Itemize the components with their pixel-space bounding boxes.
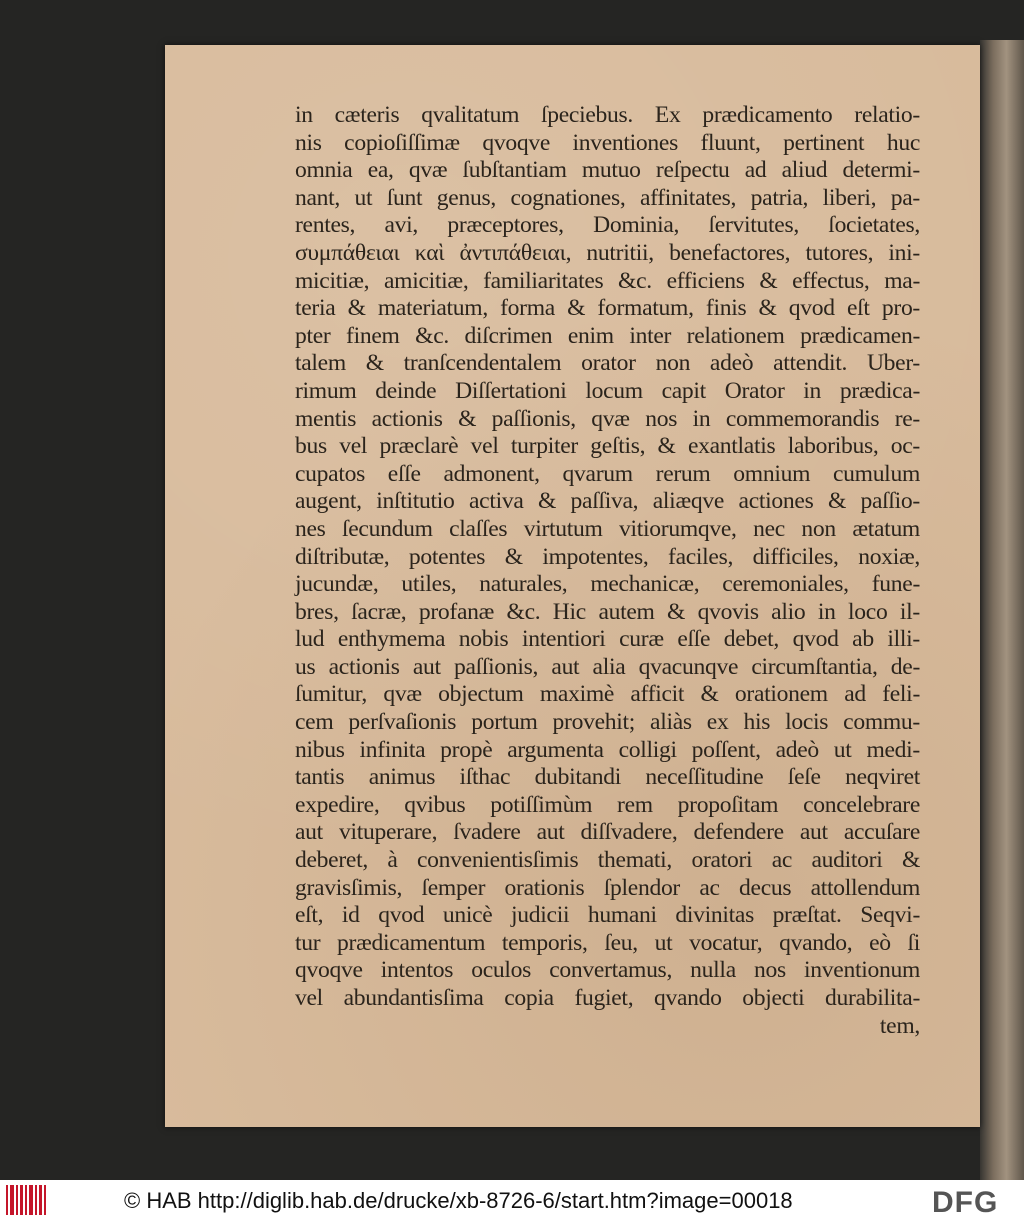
text-line: cupatos eſſe admonent, qvarum rerum omnium cumulum <box>295 460 920 487</box>
text-line: cem perſvaſionis portum provehit; aliàs ex his locis commu- <box>295 709 920 736</box>
hab-barcode-icon <box>6 1185 46 1215</box>
text-line: qvoqve intentos oculos convertamus, nulla nos inventionum <box>295 957 920 984</box>
text-line: expedire, qvibus potiſſimùm rem propoſitam concelebrare <box>295 791 920 818</box>
page-text <box>295 102 920 1040</box>
text-line: us actionis aut paſſionis, aut alia qvacunqve circumſtantia, de- <box>295 653 920 680</box>
text-line: diſtributæ, potentes & impotentes, faciles, difficiles, noxiæ, <box>295 543 920 570</box>
text-line: tur prædicamentum temporis, ſeu, ut vocatur, qvando, eò ſi <box>295 929 920 956</box>
text-line: eſt, id qvod unicè judicii humani divinitas præſtat. Seqvi- <box>295 902 920 929</box>
text-line: talem & tranſcendentalem orator non adeò attendit. Uber- <box>295 350 920 377</box>
text-line: augent, inſtitutio activa & paſſiva, aliæqve actiones & paſſio- <box>295 488 920 515</box>
dfg-logo-text: DFG <box>932 1186 999 1216</box>
text-line: deberet, à convenientisſimis themati, oratori ac auditori & <box>295 847 920 874</box>
text-line: aut vituperare, ſvadere aut diſſvadere, defendere aut accuſare <box>295 819 920 846</box>
text-line: bres, ſacræ, profanæ &c. Hic autem & qvovis alio in loco il- <box>295 598 920 625</box>
text-line: vel abundantisſima copia fugiet, qvando objecti durabilita- <box>295 985 920 1011</box>
text-line: gravisſimis, ſemper orationis ſplendor ac decus attollendum <box>295 874 920 901</box>
copyright-link[interactable]: © HAB http://diglib.hab.de/drucke/xb-8726-6/start.htm?image=00018 <box>124 1188 793 1213</box>
catchword: tem, <box>879 1012 920 1039</box>
text-line: micitiæ, amicitiæ, familiaritates &c. efficiens & effectus, ma- <box>295 267 920 294</box>
text-line: nis copioſiſſimæ qvoqve inventiones fluunt, pertinent huc <box>295 129 920 156</box>
dfg-logo-icon <box>932 1186 1020 1216</box>
text-line: jucundæ, utiles, naturales, mechanicæ, ceremoniales, fune- <box>295 571 920 598</box>
text-line: omnia ea, qvæ ſubſtantiam mutuo reſpectu ad aliud determi- <box>295 157 920 184</box>
text-line: συμπάθειαι καὶ ἀντιπάθειαι, nutritii, benefactores, tutores, ini- <box>295 239 920 266</box>
text-line: pter finem &c. diſcrimen enim inter relationem prædicamen- <box>295 322 920 349</box>
text-line: mentis actionis & paſſionis, qvæ nos in commemorandis re- <box>295 405 920 432</box>
book-gutter <box>980 40 1024 1180</box>
text-line: teria & materiatum, forma & formatum, finis & qvod eſt pro- <box>295 295 920 322</box>
text-line: lud enthymema nobis intentiori curæ eſſe debet, qvod ab illi- <box>295 626 920 653</box>
text-line: rentes, avi, præceptores, Dominia, ſervitutes, ſocietates, <box>295 212 920 239</box>
text-line: bus vel præclarè vel turpiter geſtis, & exantlatis laboribus, oc- <box>295 433 920 460</box>
text-line: nant, ut ſunt genus, cognationes, affinitates, patria, liberi, pa- <box>295 184 920 211</box>
text-line: in cæteris qvalitatum ſpeciebus. Ex prædicamento relatio- <box>295 102 920 128</box>
text-line: rimum deinde Diſſertationi locum capit Orator in prædica- <box>295 377 920 404</box>
text-line: tantis animus iſthac dubitandi neceſſitudine ſeſe neqviret <box>295 764 920 791</box>
text-line: nes ſecundum claſſes virtutum vitiorumqve, nec non ætatum <box>295 515 920 542</box>
text-line: nibus infinita propè argumenta colligi poſſent, adeò ut medi- <box>295 736 920 763</box>
text-line: ſumitur, qvæ objectum maximè afficit & orationem ad feli- <box>295 681 920 708</box>
